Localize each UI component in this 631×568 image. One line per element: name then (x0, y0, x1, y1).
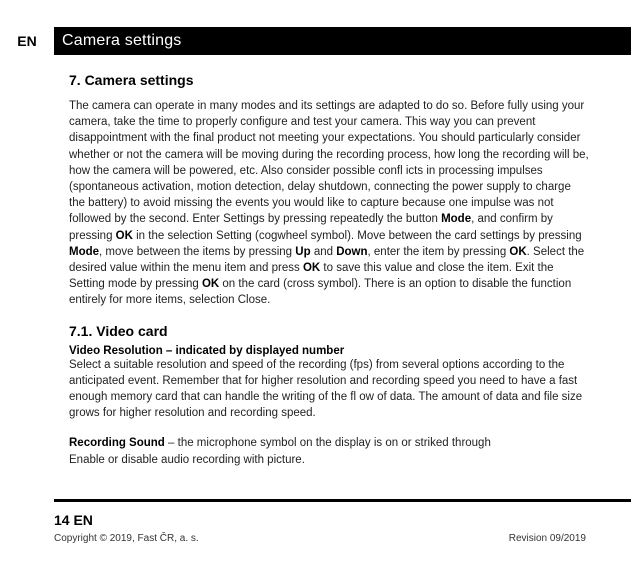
mode-key: Mode (69, 245, 100, 258)
section-heading-camera-settings: 7. Camera settings (69, 72, 194, 88)
revision-text: Revision 09/2019 (508, 533, 586, 544)
language-tab: EN (0, 27, 54, 55)
text-run: , enter the item by pressing (367, 245, 510, 258)
up-key: Up (295, 245, 311, 258)
page-number: 14 EN (54, 512, 93, 528)
text-run: on the card (cross symbol). There is an option to disable the function entirely for more items, selection Close. (69, 278, 572, 307)
ok-key: OK (115, 229, 133, 242)
text-run: The camera can operate in many modes and its settings are adapted to do so. Before fully using your camera, take the time to properly configure and test your camera. This way you can prevent disappointment with the final product not meeting your expectations. You should particularly consider whether or not the camera will be moving during the recording process, how long the recording will be, how the camera will be powered, etc. Also consider possible confl icts in processing impulses (spontaneous activation, motion detection, delay shutdown, connecting the power supply to charge the battery) to avoid missing the events you would like to capture because one impulse was not followed by the second. Enter Settings by pressing repeatedly the button (69, 100, 589, 226)
recording-sound-paragraph (69, 435, 589, 451)
video-resolution-text: Select a suitable resolution and speed of the recording (fps) from several options according to the anticipated event. Remember that for higher resolution and recording speed you need to have a fast enough memory card that can handle the writing of the fl ow of data. The amount of data and file size grows for higher resolution and recording speed. (69, 358, 583, 420)
page-content (69, 72, 589, 468)
section-heading-video-card: 7.1. Video card (69, 322, 168, 339)
chapter-title: Camera settings (62, 32, 182, 49)
ok-key: OK (201, 278, 220, 291)
text-run: in the selection Setting (cogwheel symbol). Move between the card settings by pressing (132, 229, 582, 242)
page-header (0, 27, 631, 55)
mode-key: Mode (441, 213, 472, 226)
text-run: . Select the desired value within the menu item and press (69, 245, 585, 275)
text-run: to save this value and close the item. Exit the Setting mode by pressing (69, 262, 554, 291)
video-resolution-subheading: Video Resolution – indicated by displayed number (69, 344, 345, 357)
copyright-text: Copyright © 2019, Fast ČR, a. s. (54, 533, 199, 544)
text-run: and (310, 245, 337, 258)
ok-key: OK (509, 245, 527, 258)
ok-key: OK (302, 262, 321, 275)
text-run: , move between the items by pressing (99, 245, 296, 258)
video-card-section (69, 323, 589, 468)
down-key: Down (336, 245, 368, 258)
text-run: – the microphone symbol on the display is on or striked through (164, 437, 491, 450)
camera-settings-paragraph (69, 98, 589, 309)
text-run: , and confirm by pressing (69, 213, 553, 242)
footer-divider (54, 499, 631, 502)
chapter-title-bar (54, 27, 631, 55)
recording-sound-description: Enable or disable audio recording with picture. (69, 453, 305, 466)
recording-sound-label: Recording Sound (69, 437, 165, 450)
